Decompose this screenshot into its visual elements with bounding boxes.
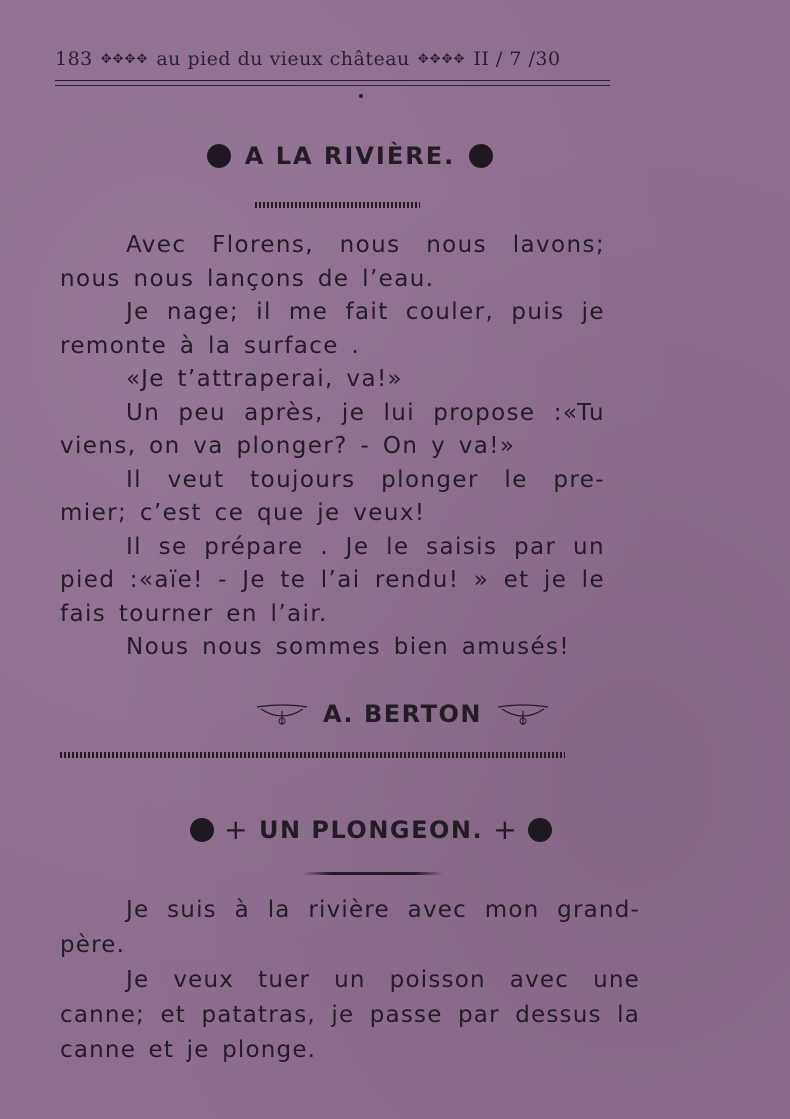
bullet-icon bbox=[190, 818, 214, 842]
paragraph: «Je t’attraperai, va!» bbox=[126, 366, 404, 392]
bullet-icon bbox=[207, 144, 231, 168]
header-dot bbox=[359, 94, 363, 98]
paragraph: Je veux tuer un poisson avec une canne; et patatras, je passe par dessus la canne et je plonge. bbox=[60, 967, 640, 1063]
paragraph: Il se prépare . Je le saisis par un pied :«aïe! - Je te l’ai rendu! » et je le fais tourner en l’air. bbox=[60, 533, 605, 627]
article1-title-text: A LA RIVIÈRE. bbox=[244, 142, 456, 170]
bullet-icon bbox=[528, 818, 552, 842]
article2-body bbox=[60, 893, 640, 1068]
title-divider bbox=[255, 202, 420, 208]
author-name: A. BERTON bbox=[323, 700, 482, 728]
paragraph: Je nage; il me fait couler, puis je remonte à la surface . bbox=[60, 299, 605, 359]
ornament-fleuron-icon bbox=[496, 701, 550, 727]
title2-divider bbox=[303, 872, 443, 875]
section-divider bbox=[60, 752, 565, 758]
article2-title bbox=[190, 813, 590, 846]
article2-title-text: UN PLONGEON. bbox=[258, 815, 484, 844]
author-signature bbox=[255, 700, 575, 728]
article1-title bbox=[0, 142, 700, 170]
paragraph: Nous nous sommes bien amusés! bbox=[126, 634, 571, 660]
paragraph: Avec Florens, nous nous lavons; nous nous lançons de l’eau. bbox=[60, 232, 605, 292]
ornament-left: ✥✥✥✥ bbox=[100, 51, 149, 67]
plus-sign: + bbox=[493, 813, 519, 846]
paragraph: Un peu après, je lui propose :«Tu viens, on va plonger? - On y va!» bbox=[60, 399, 605, 459]
page-number: 183 bbox=[55, 48, 93, 70]
ornament-right: ✥✥✥✥ bbox=[417, 51, 466, 67]
issue-date: II / 7 /30 bbox=[473, 48, 561, 70]
article1-body bbox=[60, 229, 605, 665]
bullet-icon bbox=[469, 144, 493, 168]
journal-title: au pied du vieux château bbox=[156, 48, 410, 70]
page-header bbox=[55, 44, 615, 74]
paragraph: Je suis à la rivière avec mon grand-père. bbox=[60, 897, 640, 958]
header-rule bbox=[55, 80, 610, 86]
ornament-fleuron-icon bbox=[255, 701, 309, 727]
plus-sign: + bbox=[224, 813, 249, 846]
paragraph: Il veut toujours plonger le pre-mier; c’est ce que je veux! bbox=[60, 466, 605, 526]
